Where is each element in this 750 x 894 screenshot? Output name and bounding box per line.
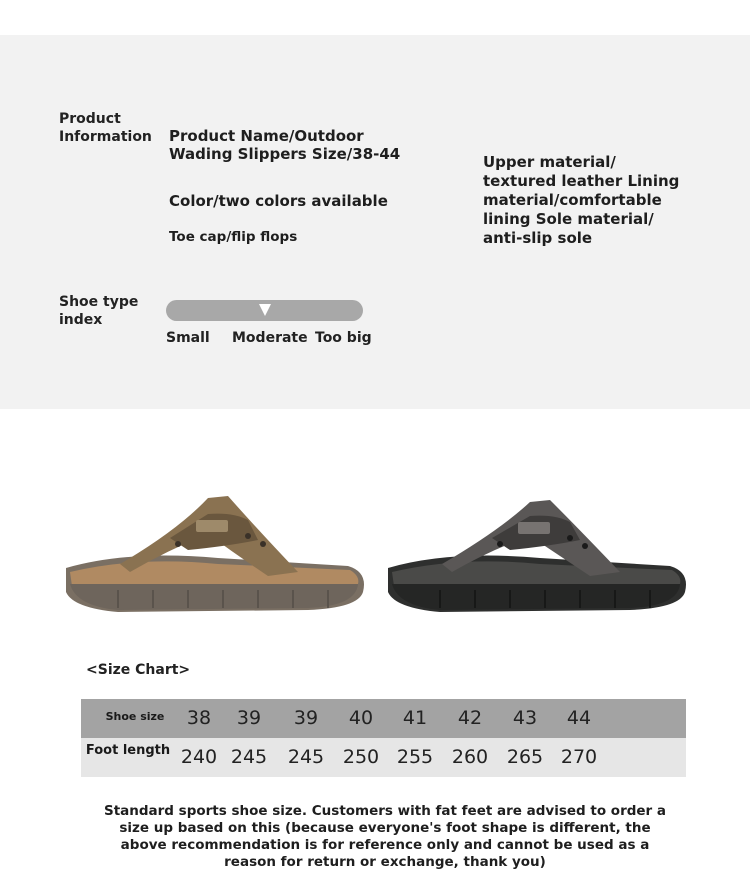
dark-slipper-image	[380, 480, 700, 630]
shoe-size-cell: 38	[186, 707, 212, 729]
scale-too-big-label: Too big	[315, 330, 372, 346]
fit-scale-bar	[166, 300, 363, 321]
size-chart-title: <Size Chart>	[86, 662, 191, 678]
shoe-size-cell: 43	[512, 707, 538, 729]
foot-length-cell: 245	[230, 746, 268, 768]
foot-length-cell: 265	[506, 746, 544, 768]
foot-length-cell: 270	[560, 746, 598, 768]
foot-length-label: Foot length	[85, 743, 171, 758]
shoe-size-cell: 41	[402, 707, 428, 729]
shoe-size-cell: 44	[566, 707, 592, 729]
product-info-label: Product Information	[59, 111, 152, 145]
shoe-size-row	[81, 699, 686, 738]
product-color: Color/two colors available	[169, 192, 388, 210]
product-name: Product Name/Outdoor Wading Slippers Size/38-44	[169, 127, 401, 163]
size-chart-table	[81, 699, 686, 777]
shoe-size-label: Shoe size	[105, 710, 165, 723]
foot-length-cell: 240	[180, 746, 218, 768]
shoe-size-cell: 39	[236, 707, 262, 729]
fit-indicator-icon	[259, 304, 271, 316]
foot-length-cell: 250	[342, 746, 380, 768]
product-toe-cap: Toe cap/flip flops	[169, 229, 298, 245]
shoe-size-cell: 39	[293, 707, 319, 729]
sizing-note: Standard sports shoe size. Customers with fat feet are advised to order a size up based on this (because everyone's foot shape is different, the above recommendation is for reference only and cannot be used as a reason for return or exchange, thank you)	[103, 803, 667, 870]
scale-small-label: Small	[166, 330, 210, 346]
shoe-size-cell: 40	[348, 707, 374, 729]
foot-length-cell: 255	[396, 746, 434, 768]
khaki-slipper-image	[58, 480, 378, 630]
shoe-type-label: Shoe type index	[59, 294, 139, 328]
foot-length-cell: 245	[287, 746, 325, 768]
foot-length-cell: 260	[451, 746, 489, 768]
foot-length-row	[81, 738, 686, 777]
scale-moderate-label: Moderate	[232, 330, 308, 346]
product-materials: Upper material/ textured leather Lining material/comfortable lining Sole material/ anti-slip sole	[483, 153, 680, 247]
shoe-size-cell: 42	[457, 707, 483, 729]
